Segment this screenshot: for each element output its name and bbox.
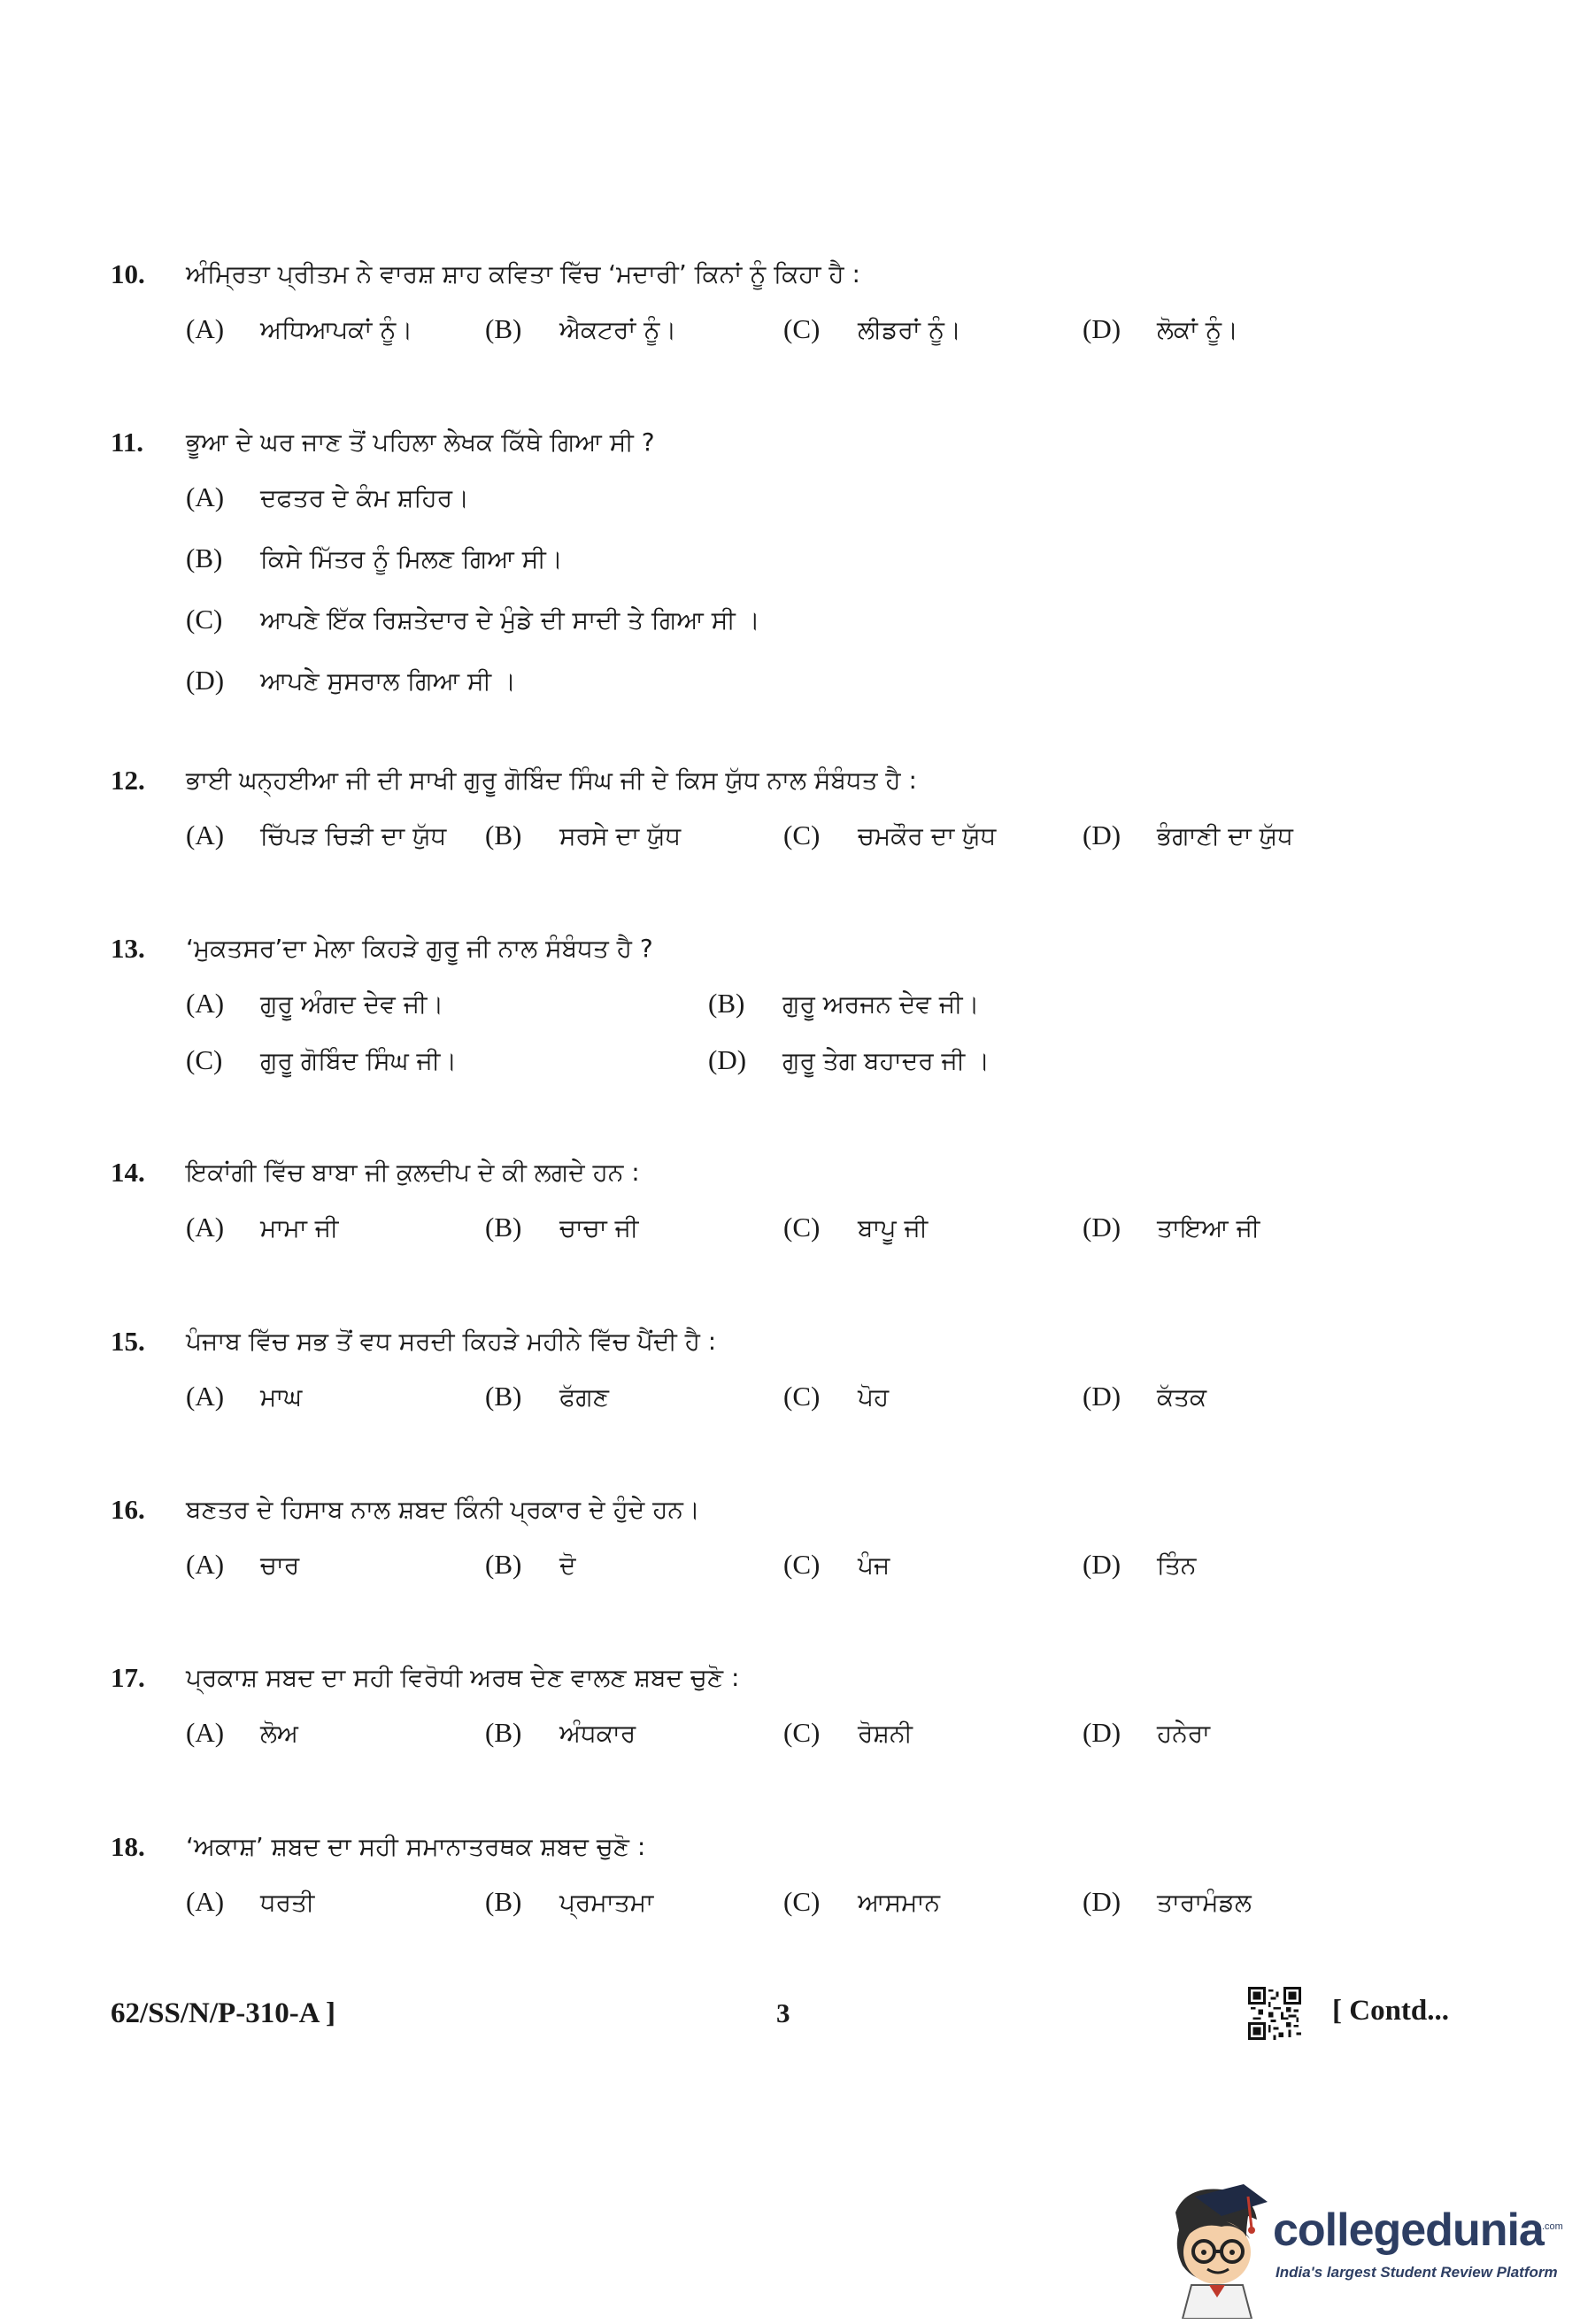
question-16 <box>111 1483 1438 1593</box>
question-number: 14. <box>111 1157 145 1188</box>
question-15 <box>111 1315 1438 1425</box>
option-d: (D) ਤਿੰਨ <box>1083 1549 1197 1580</box>
student-mascot-icon <box>1160 2177 1275 2319</box>
question-text: ਭੂਆ ਦੇ ਘਰ ਜਾਣ ਤੋਂ ਪਹਿਲਾ ਲੇਖਕ ਕਿੱਥੇ ਗਿਆ ਸੀ ? <box>186 427 655 457</box>
option-d: (D) ਲੋਕਾਂ ਨੂੰ। <box>1083 313 1238 344</box>
option-b: (B) ਫੱਗਣ <box>485 1381 610 1412</box>
question-14 <box>111 1146 1438 1256</box>
continued-label: [ Contd... <box>1332 1995 1450 2027</box>
option-b: (B) ਕਿਸੇ ਮਿੱਤਰ ਨੂੰ ਮਿਲਣ ਗਿਆ ਸੀ। <box>186 543 563 573</box>
option-b: (B) ਐਕਟਰਾਂ ਨੂੰ। <box>485 313 677 344</box>
option-a: (A) ਚਾਰ <box>186 1549 300 1580</box>
option-c: (C) ਆਪਣੇ ਇੱਕ ਰਿਸ਼ਤੇਦਾਰ ਦੇ ਮੁੰਡੇ ਦੀ ਸਾਦੀ ਤੇ ਗਿਆ ਸੀ । <box>186 604 760 635</box>
question-number: 16. <box>111 1494 145 1525</box>
question-text: ਭਾਈ ਘਨ੍ਹਈਆ ਜੀ ਦੀ ਸਾਖੀ ਗੁਰੂ ਗੋਬਿੰਦ ਸਿੰਘ ਜੀ ਦੇ ਕਿਸ ਯੁੱਧ ਨਾਲ ਸੰਬੰਧਤ ਹੈ : <box>186 766 917 795</box>
option-a: (A) ਦਫਤਰ ਦੇ ਕੰਮ ਸ਼ਹਿਰ। <box>186 481 469 512</box>
option-a: (A) ਚਿੱਪੜ ਚਿੜੀ ਦਾ ਯੁੱਧ <box>186 820 447 850</box>
qr-code-icon <box>1248 1987 1301 2040</box>
option-b: (B) ਦੋ <box>485 1549 576 1580</box>
option-d: (D) ਭੰਗਾਣੀ ਦਾ ਯੁੱਧ <box>1083 820 1293 850</box>
question-text: ਅੰਮ੍ਰਿਤਾ ਪ੍ਰੀਤਮ ਨੇ ਵਾਰਸ਼ ਸ਼ਾਹ ਕਵਿਤਾ ਵਿੱਚ ‘ਮਦਾਰੀ’ ਕਿਨਾਂ ਨੂੰ ਕਿਹਾ ਹੈ : <box>186 259 860 289</box>
option-c: (C) ਲੀਡਰਾਂ ਨੂੰ। <box>783 313 961 344</box>
brand-suffix: .com <box>1542 2221 1563 2232</box>
question-13 <box>111 922 1438 1089</box>
option-c: (C) ਬਾਪੂ ਜੀ <box>783 1212 929 1243</box>
question-text: ਪ੍ਰਕਾਸ਼ ਸਬਦ ਦਾ ਸਹੀ ਵਿਰੋਧੀ ਅਰਥ ਦੇਣ ਵਾਲਣ ਸ਼ਬਦ ਚੁਣੋ : <box>186 1663 740 1692</box>
brand-tagline: India's largest Student Review Platform <box>1276 2264 1558 2281</box>
question-11 <box>111 416 1438 713</box>
page-number: 3 <box>776 1997 790 2028</box>
question-number: 12. <box>111 765 145 796</box>
option-c: (C) ਚਮਕੌਰ ਦਾ ਯੁੱਧ <box>783 820 997 850</box>
option-b: (B) ਸਰਸੇ ਦਾ ਯੁੱਧ <box>485 820 682 850</box>
option-c: (C) ਪੋਹ <box>783 1381 890 1412</box>
option-a: (A) ਅਧਿਆਪਕਾਂ ਨੂੰ। <box>186 313 413 344</box>
question-number: 10. <box>111 258 145 289</box>
question-text: ਇਕਾਂਗੀ ਵਿੱਚ ਬਾਬਾ ਜੀ ਕੁਲਦੀਪ ਦੇ ਕੀ ਲਗਦੇ ਹਨ : <box>186 1158 640 1187</box>
question-10 <box>111 248 1438 358</box>
option-c: (C) ਪੰਜ <box>783 1549 890 1580</box>
option-a: (A) ਲੋਅ <box>186 1717 299 1748</box>
option-b: (B) ਪ੍ਰਮਾਤਮਾ <box>485 1886 654 1917</box>
question-12 <box>111 754 1438 864</box>
option-b: (B) ਅੰਧਕਾਰ <box>485 1717 636 1748</box>
option-a: (A) ਧਰਤੀ <box>186 1886 315 1917</box>
option-d: (D) ਗੁਰੂ ਤੇਗ ਬਹਾਦਰ ਜੀ । <box>708 1044 990 1075</box>
page-footer <box>111 1982 1465 2044</box>
option-c: (C) ਰੋਸ਼ਨੀ <box>783 1717 913 1748</box>
question-number: 18. <box>111 1831 145 1862</box>
paper-code: 62/SS/N/P-310-A ] <box>111 1997 335 2029</box>
option-a: (A) ਮਾਘ <box>186 1381 303 1412</box>
option-d: (D) ਆਪਣੇ ਸੁਸਰਾਲ ਗਿਆ ਸੀ । <box>186 665 516 696</box>
question-number: 13. <box>111 933 145 964</box>
option-c: (C) ਗੁਰੂ ਗੋਬਿੰਦ ਸਿੰਘ ਜੀ। <box>186 1044 458 1075</box>
question-18 <box>111 1820 1438 1930</box>
question-number: 11. <box>111 427 144 458</box>
option-d: (D) ਤਾਰਾਮੰਡਲ <box>1083 1886 1252 1917</box>
option-a: (A) ਗੁਰੂ ਅੰਗਦ ਦੇਵ ਜੀ। <box>186 988 444 1019</box>
option-d: (D) ਤਾਇਆ ਜੀ <box>1083 1212 1260 1243</box>
option-a: (A) ਮਾਮਾ ਜੀ <box>186 1212 339 1243</box>
question-text: ‘ਅਕਾਸ਼’ ਸ਼ਬਦ ਦਾ ਸਹੀ ਸਮਾਨਾਤਰਥਕ ਸ਼ਬਦ ਚੁਣੋ : <box>186 1832 646 1861</box>
option-b: (B) ਗੁਰੂ ਅਰਜਨ ਦੇਵ ਜੀ। <box>708 988 980 1019</box>
question-number: 15. <box>111 1326 145 1357</box>
question-text: ਪੰਜਾਬ ਵਿੱਚ ਸਭ ਤੋਂ ਵਧ ਸਰਦੀ ਕਿਹੜੇ ਮਹੀਨੇ ਵਿੱਚ ਪੈਂਦੀ ਹੈ : <box>186 1327 717 1356</box>
question-17 <box>111 1651 1438 1761</box>
question-number: 17. <box>111 1662 145 1693</box>
collegedunia-logo <box>1160 2177 1567 2319</box>
question-text: ‘ਮੁਕਤਸਰ’ਦਾ ਮੇਲਾ ਕਿਹੜੇ ਗੁਰੂ ਜੀ ਨਾਲ ਸੰਬੰਧਤ ਹੈ ? <box>186 934 653 963</box>
option-d: (D) ਹਨੇਰਾ <box>1083 1717 1211 1748</box>
option-b: (B) ਚਾਚਾ ਜੀ <box>485 1212 639 1243</box>
brand-name: collegedunia <box>1273 2205 1544 2256</box>
option-c: (C) ਆਸਮਾਨ <box>783 1886 941 1917</box>
question-text: ਬਣਤਰ ਦੇ ਹਿਸਾਬ ਨਾਲ ਸ਼ਬਦ ਕਿੰਨੀ ਪ੍ਰਕਾਰ ਦੇ ਹੁੰਦੇ ਹਨ। <box>186 1495 700 1524</box>
option-d: (D) ਕੱਤਕ <box>1083 1381 1207 1412</box>
